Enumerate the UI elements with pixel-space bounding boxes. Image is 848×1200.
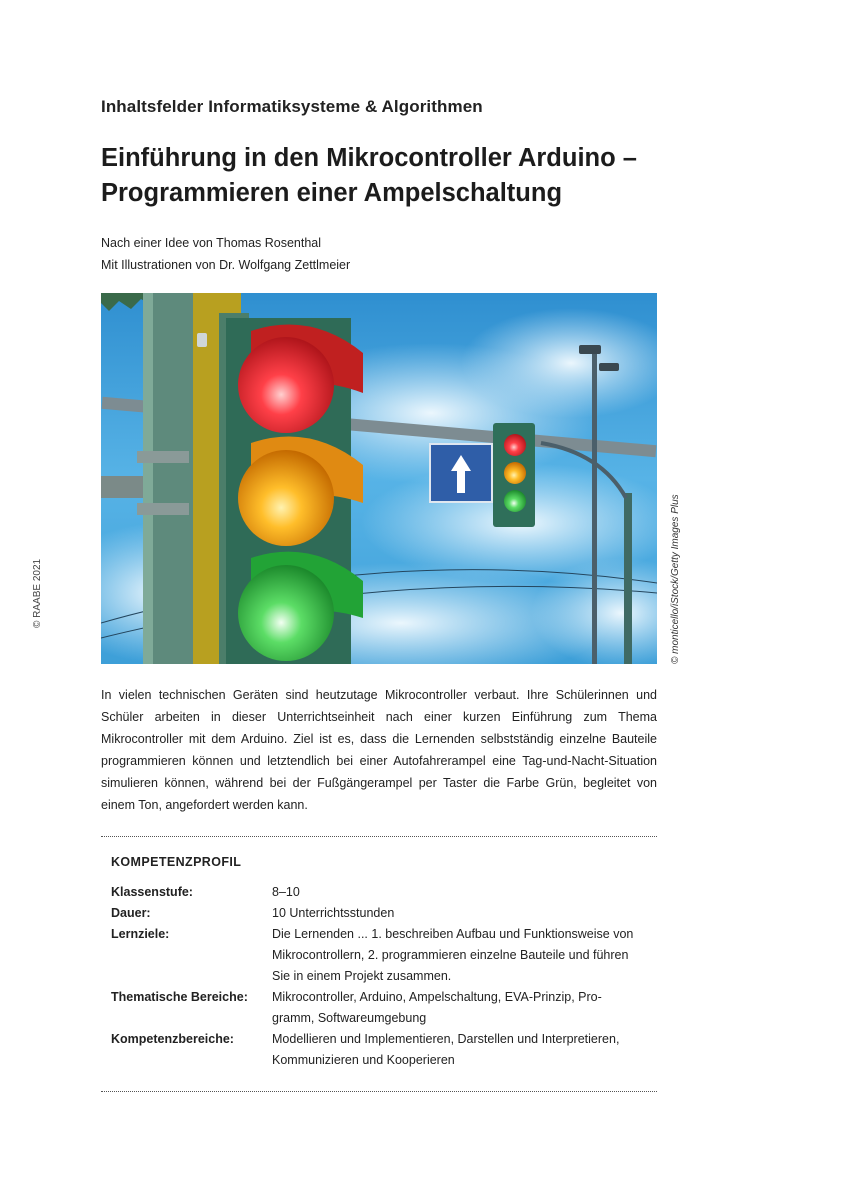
credits [101,232,350,276]
profile-value-line: Mikrocontrollern, 2. programmieren einzelne Bauteile und führen [272,948,629,962]
profile-label: Thematische Bereiche: [111,990,248,1004]
category-heading: Inhaltsfelder Informatiksysteme & Algorithmen [101,97,483,116]
profile-value [272,882,651,903]
divider-top [101,836,657,837]
competence-profile [111,882,651,1071]
profile-label: Dauer: [111,906,151,920]
divider-bottom [101,1091,657,1092]
profile-value-line: Kommunizieren und Kooperieren [272,1053,455,1067]
profile-value [272,903,651,924]
profile-value-line: 8–10 [272,885,300,899]
page-title [101,141,701,211]
profile-value-line: Sie in einem Projekt zusammen. [272,969,452,983]
profile-value-line: Die Lernenden ... 1. beschreiben Aufbau und Funktionsweise von [272,927,634,941]
profile-value-line: gramm, Softwareumgebung [272,1011,427,1025]
copyright-note: © RAABE 2021 [32,558,43,628]
profile-row-competences [111,1029,651,1071]
profile-row-goals [111,924,651,987]
profile-row-duration [111,903,651,924]
photo-credit: © monticello/iStock/Getty Images Plus [670,494,681,664]
profile-value [272,924,651,987]
profile-label: Kompetenzbereiche: [111,1032,234,1046]
profile-label: Klassenstufe: [111,885,193,899]
credit-idea: Nach einer Idee von Thomas Rosenthal [101,236,322,250]
profile-value [272,1029,651,1071]
intro-paragraph: In vielen technischen Geräten sind heutzutage Mikrocontroller verbaut. Ihre Schülerinnen und Schüler arbeiten in dieser Unterrichtseinheit nach einer kurzen Einführung zum Thema Mikrocontroller mit dem Arduino. Ziel ist es, dass die Lernenden selbstständig einzelne Bauteile programmieren können und letztendlich bei einer Autofahrerampel eine Tag-und-Nacht-Situation simulieren können, während bei der Fußgängerampel per Taster die Farbe Grün, begleitet von einem Ton, angefordert werden kann. [101,688,657,812]
traffic-light-photo [101,293,657,664]
profile-value [272,987,651,1029]
profile-value-line: 10 Unterrichtsstunden [272,906,395,920]
profile-value-line: Mikrocontroller, Arduino, Ampelschaltung, EVA-Prinzip, Pro- [272,990,602,1004]
profile-value-line: Modellieren und Implementieren, Darstellen und Interpretieren, [272,1032,620,1046]
profile-row-topics [111,987,651,1029]
title-line-1: Einführung in den Mikrocontroller Arduino – [101,144,637,172]
competence-profile-heading: KOMPETENZPROFIL [111,855,242,869]
title-line-2: Programmieren einer Ampelschaltung [101,179,563,207]
profile-row-grade [111,882,651,903]
credit-illustrations: Mit Illustrationen von Dr. Wolfgang Zettlmeier [101,258,351,272]
profile-label: Lernziele: [111,927,170,941]
